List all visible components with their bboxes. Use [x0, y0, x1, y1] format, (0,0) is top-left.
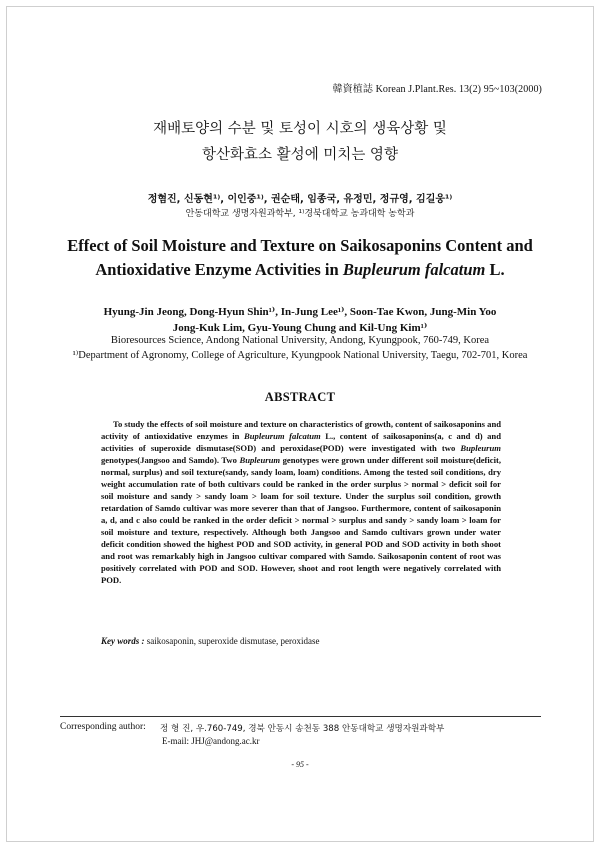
abstract-genus-1: Bupleurum — [460, 443, 501, 453]
keywords — [101, 636, 319, 646]
english-title-line2-plain: Antioxidative Enzyme Activities in — [95, 260, 343, 279]
abstract-text-3: genotypes(Jangsoo and Samdo). Two — [101, 455, 240, 465]
abstract-text-4: genotypes were grown under different soil moisture(deficit, normal, surplus) and soil texture(sandy, sandy loam, loam) conditions. Among the tested soil conditions, dry weight accumulation rate of both cultivars could be ranked in the order surplus > normal > deficit soil for soil moisture and sandy > sandy loam > loam for soil texture. Under the surplus soil condition, growth retardation of Samdo cultivar was more severer than that of Jangsoo. Furthermore, content of saikosaponin a, d, and c also could be ranked in the order deficit > normal > surplus and sandy > sandy loam > loam for soil moisture and texture, respectively. Although both Jangsoo and Samdo cultivars grown under water deficit condition showed the highest POD and SOD activity, in general POD and SOD activity in both shoot and root was remarkably high in Jangsoo cultivar compared with Samdo. Saikosaponin content of root was positively correlated with POD and SOD. However, shoot and root length were negatively correlated with POD. — [101, 455, 502, 585]
english-affiliation-line2: ¹⁾Department of Agronomy, College of Agriculture, Kyungpook National University, Taegu, 702-701, Korea — [72, 350, 528, 361]
abstract-species-1: Bupleurum falcatum — [244, 431, 321, 441]
abstract-text-2: L., content of saikosaponins(a, c and d) and activities of superoxide dismutase(SOD) and peroxidase(POD) were investigated with two — [101, 431, 501, 453]
english-authors-line2: Jong-Kuk Lim, Gyu-Young Chung and Kil-Ung Kim¹⁾ — [172, 322, 428, 334]
english-title-species: Bupleurum falcatum — [342, 260, 486, 279]
corresponding-author-email: E-mail: JHJ@andong.ac.kr — [162, 736, 260, 746]
abstract-genus-2: Bupleurum — [239, 455, 281, 465]
corresponding-author-address: 정 형 진, 우.760-749, 경북 안동시 송천동 388 안동대학교 생명자원과학부 — [160, 724, 445, 734]
footer-divider — [60, 716, 541, 717]
abstract-heading: ABSTRACT — [264, 390, 336, 404]
page-number: - 95 - — [291, 760, 309, 769]
corresponding-author-label: Corresponding author: — [60, 722, 146, 732]
english-title-line2 — [0, 260, 600, 280]
korean-title-line2: 항산화효소 활성에 미치는 영향 — [202, 147, 398, 163]
english-affiliation-line1: Bioresources Science, Andong National University, Andong, Kyungpook, 760-749, Korea — [110, 335, 490, 346]
abstract-body — [101, 418, 501, 586]
korean-title-line1: 재배토양의 수분 및 토성이 시호의 생육상황 및 — [153, 121, 447, 137]
english-authors-line1: Hyung-Jin Jeong, Dong-Hyun Shin¹⁾, In-Jung Lee¹⁾, Soon-Tae Kwon, Jung-Min Yoo — [103, 306, 497, 318]
abstract-text-1: To study the effects of soil moisture and texture on characteristics of growth, content of saikosaponins and activity of antioxidative enzymes in — [101, 419, 501, 441]
korean-affiliation: 안동대학교 생명자원과학부, ¹⁾경북대학교 농과대학 농학과 — [185, 209, 415, 219]
english-title-line2-end: L. — [485, 260, 505, 279]
keywords-label: Key words : — [101, 636, 145, 646]
english-title-line1: Effect of Soil Moisture and Texture on Saikosaponins Content and — [67, 236, 533, 255]
journal-reference: 韓資植誌 Korean J.Plant.Res. 13(2) 95~103(2000) — [332, 84, 542, 95]
keywords-text: saikosaponin, superoxide dismutase, peroxidase — [144, 636, 320, 646]
korean-authors: 정혐진, 신동현¹⁾, 이인중¹⁾, 권순태, 임종국, 유정민, 정규영, 김길웅¹⁾ — [147, 194, 453, 205]
